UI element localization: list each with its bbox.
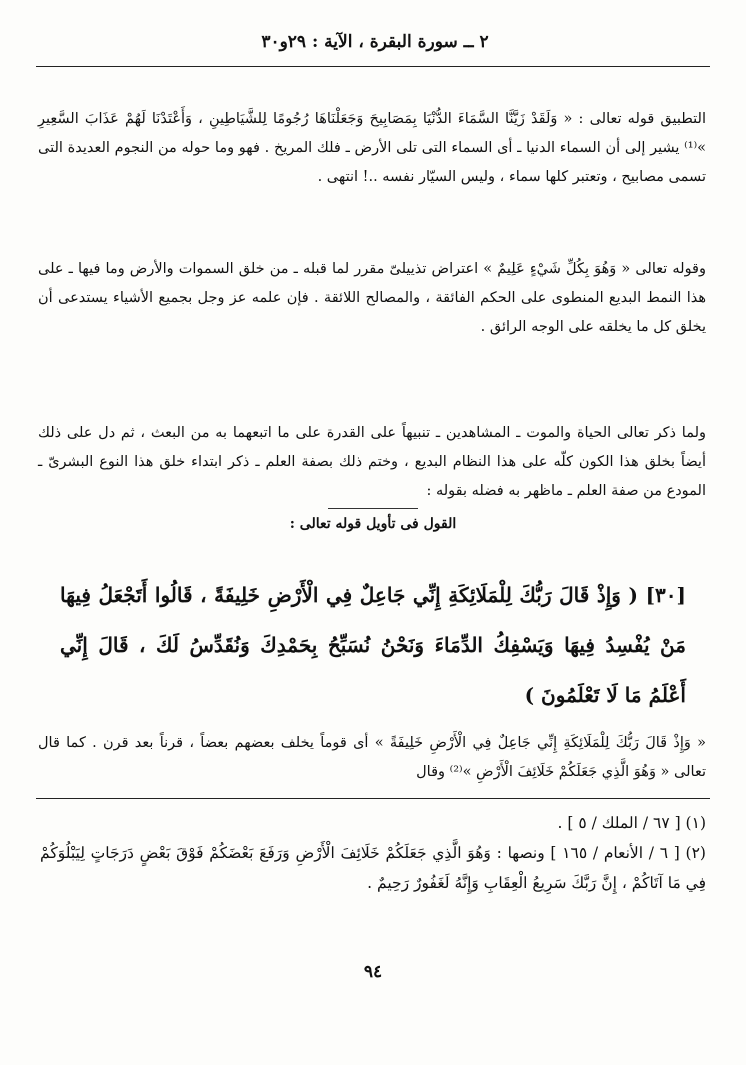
header-divider [36, 66, 710, 67]
paragraph-1: التطبيق قوله تعالى : « وَلَقَدْ زَيَّنَّا السَّمَاءَ الدُّنْيَا بِمَصَابِيحَ وَجَعَلْنَاهَا رُجُومًا لِلشَّيَاطِينِ ، وَأَعْتَدْنَا لَهُمْ عَذَابَ السَّعِيرِ »⁽¹⁾ يشير إلى أن السماء الدنيا ـ أى السماء التى تلى الأرض ـ فلك المريخ . فهو وما حوله من النجوم العديدة التى تسمى مصابيح ، وتعتبر كلها سماء ، وليس السيّار نفسه ..! انتهى . [38, 110, 706, 185]
paragraph-2: وقوله تعالى « وَهُوَ بِكُلِّ شَيْءٍ عَلِيمٌ » اعتراض تذييلىّ مقرر لما قبله ـ من خلق السموات والأرض وما فيها ـ على هذا النمط البديع المنطوى على الحكم الفائقة ، والمصالح اللائقة . فإن علمه عز وجل بجميع الأشياء يستدعى أن يخلق كل ما يخلقه على الوجه الرائق . [38, 260, 706, 335]
section-separator [328, 508, 418, 509]
running-header: ٢ ــ سورة البقرة ، الآية : ٢٩و٣٠ [261, 32, 489, 52]
footnote-1: (١) [ ٦٧ / الملك / ٥ ] . [557, 814, 706, 832]
section-title: القول فى تأويل قوله تعالى : [289, 516, 457, 532]
paragraph-4: « وَإِذْ قَالَ رَبُّكَ لِلْمَلَائِكَةِ إِنِّي جَاعِلٌ فِي الْأَرْضِ خَلِيفَةً » أى قوماً يخلف بعضهم بعضاً ، قرناً بعد قرن . كما قال تعالى « وَهُوَ الَّذِي جَعَلَكُمْ خَلَائِفَ الْأَرْضِ »⁽²⁾ وقال [38, 734, 706, 780]
footnotes [40, 808, 706, 898]
paragraph-3: ولما ذكر تعالى الحياة والموت ـ المشاهدين ـ تنبيهاً على القدرة على ما اتبعهما به من البعث ، ثم دل على ذلك أيضاً بخلق هذا الكون كلّه على هذا النظام البديع ، وختم ذلك بصفة العلم ـ ذكر ابتداء خلق هذا النوع البشرىّ ـ المودع من صفة العلم ـ ماظهر به فضله بقوله : [38, 424, 706, 499]
page-number: ٩٤ [363, 962, 383, 982]
quran-verse: [٣٠] ( وَإِذْ قَالَ رَبُّكَ لِلْمَلَائِكَةِ إِنِّي جَاعِلٌ فِي الْأَرْضِ خَلِيفَةً ، قَالُوا أَتَجْعَلُ فِيهَا مَنْ يُفْسِدُ فِيهَا وَيَسْفِكُ الدِّمَاءَ وَنَحْنُ نُسَبِّحُ بِحَمْدِكَ وَنُقَدِّسُ لَكَ ، قَالَ إِنِّي أَعْلَمُ مَا لَا تَعْلَمُونَ ) [60, 583, 686, 707]
footnote-divider [36, 798, 710, 799]
footnote-2: (٢) [ ٦ / الأنعام / ١٦٥ ] ونصها : وَهُوَ الَّذِي جَعَلَكُمْ خَلَائِفَ الْأَرْضِ وَرَفَعَ بَعْضَكُمْ فَوْقَ بَعْضٍ دَرَجَاتٍ لِيَبْلُوَكُمْ فِي مَا آتَاكُمْ ، إِنَّ رَبَّكَ سَرِيعُ الْعِقَابِ وَإِنَّهُ لَغَفُورٌ رَحِيمٌ . [40, 844, 706, 892]
